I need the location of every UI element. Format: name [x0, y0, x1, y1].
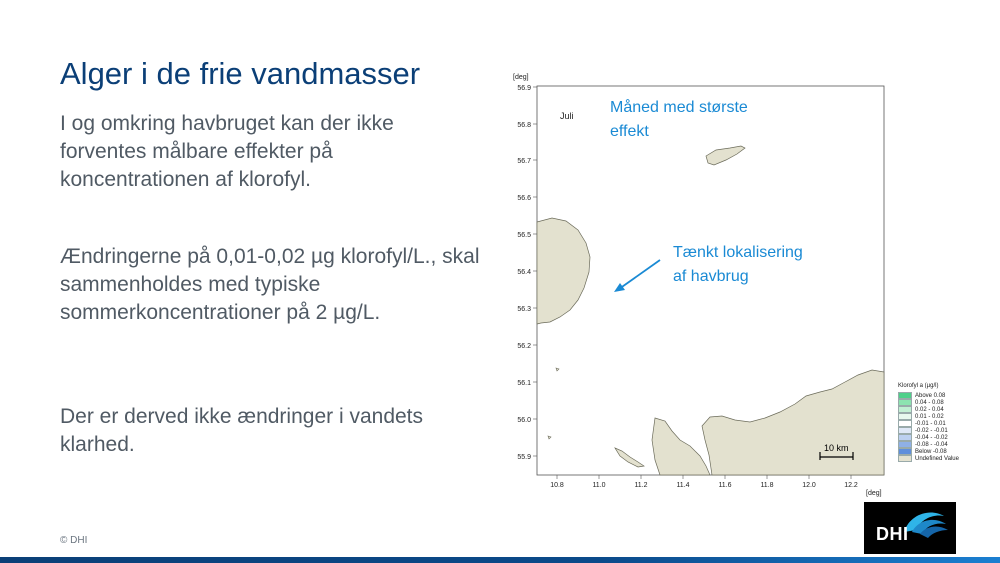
map-legend: [898, 383, 959, 462]
legend-label: -0.01 - 0.01: [915, 420, 946, 427]
legend-swatch: [898, 413, 912, 420]
y-tick-label: 56.1: [517, 380, 531, 387]
legend-swatch: [898, 420, 912, 427]
paragraph-2: Ændringerne på 0,01-0,02 µg klorofyl/L., skal sammenholdes med typiske sommerkoncentrationer på 2 µg/L.: [60, 245, 480, 324]
legend-swatch: [898, 427, 912, 434]
x-tick-label: 11.0: [592, 482, 606, 489]
legend-label: Above 0.08: [915, 392, 946, 399]
legend-title: Klorofyl a (µg/l): [898, 383, 939, 389]
x-tick-label: 11.4: [676, 482, 690, 489]
y-axis: [517, 85, 537, 461]
legend-swatch: [898, 455, 912, 462]
paragraph-1: I og omkring havbruget kan der ikke forventes målbare effekter på koncentrationen af klorofyl.: [60, 112, 394, 191]
logo-text: DHI: [876, 524, 909, 544]
legend-label: -0.04 - -0.02: [915, 434, 948, 441]
legend-swatch: [898, 392, 912, 399]
x-tick-label: 12.2: [844, 482, 858, 489]
y-tick-label: 55.9: [517, 454, 531, 461]
bottom-bar: [0, 557, 1000, 563]
legend-label: -0.08 - -0.04: [915, 441, 948, 448]
y-tick-label: 56.2: [517, 343, 531, 350]
legend-swatch: [898, 399, 912, 406]
month-label: Juli: [560, 111, 574, 121]
x-axis-unit: [deg]: [866, 490, 882, 497]
legend-label: 0.01 - 0.02: [915, 413, 944, 420]
slide-title: Alger i de frie vandmasser: [60, 56, 421, 91]
x-tick-label: 11.2: [634, 482, 648, 489]
y-tick-label: 56.8: [517, 122, 531, 129]
legend-row: [898, 455, 959, 462]
y-tick-label: 56.5: [517, 232, 531, 239]
x-tick-label: 11.6: [718, 482, 732, 489]
y-tick-label: 56.4: [517, 269, 531, 276]
legend-label: -0.02 - -0.01: [915, 427, 948, 434]
legend-row: [898, 434, 959, 441]
chlorophyll-map: [490, 70, 890, 500]
annotation-farm-location-line-2: af havbrug: [673, 268, 749, 285]
y-tick-label: 56.6: [517, 195, 531, 202]
legend-row: [898, 406, 959, 413]
annotation-max-effect-line-1: Måned med største: [610, 99, 748, 116]
x-tick-label: 11.8: [760, 482, 774, 489]
scale-bar: [820, 443, 853, 460]
legend-row: [898, 427, 959, 434]
y-axis-unit: [deg]: [513, 74, 529, 81]
legend-label: 0.02 - 0.04: [915, 406, 944, 413]
legend-rows: [898, 392, 959, 462]
x-tick-label: 10.8: [550, 482, 564, 489]
copyright-text: © DHI: [60, 535, 88, 546]
legend-swatch: [898, 448, 912, 455]
paragraph-3: Der er derved ikke ændringer i vandets klarhed.: [60, 405, 424, 456]
legend-swatch: [898, 434, 912, 441]
legend-swatch: [898, 406, 912, 413]
legend-row: [898, 441, 959, 448]
y-tick-label: 56.0: [517, 417, 531, 424]
y-tick-label: 56.7: [517, 158, 531, 165]
legend-row: [898, 448, 959, 455]
y-tick-label: 56.9: [517, 85, 531, 92]
legend-swatch: [898, 441, 912, 448]
legend-row: [898, 399, 959, 406]
legend-row: [898, 420, 959, 427]
scale-bar-label: 10 km: [824, 443, 849, 453]
legend-label: Undefined Value: [915, 455, 959, 462]
legend-label: Below -0.08: [915, 448, 947, 455]
y-tick-label: 56.3: [517, 306, 531, 313]
annotation-farm-location-line-1: Tænkt lokalisering: [673, 244, 803, 261]
legend-label: 0.04 - 0.08: [915, 399, 944, 406]
x-tick-label: 12.0: [802, 482, 816, 489]
annotation-max-effect-line-2: effekt: [610, 123, 649, 140]
x-axis: [550, 475, 858, 489]
legend-row: [898, 413, 959, 420]
legend-row: [898, 392, 959, 399]
dhi-logo: [864, 502, 956, 554]
